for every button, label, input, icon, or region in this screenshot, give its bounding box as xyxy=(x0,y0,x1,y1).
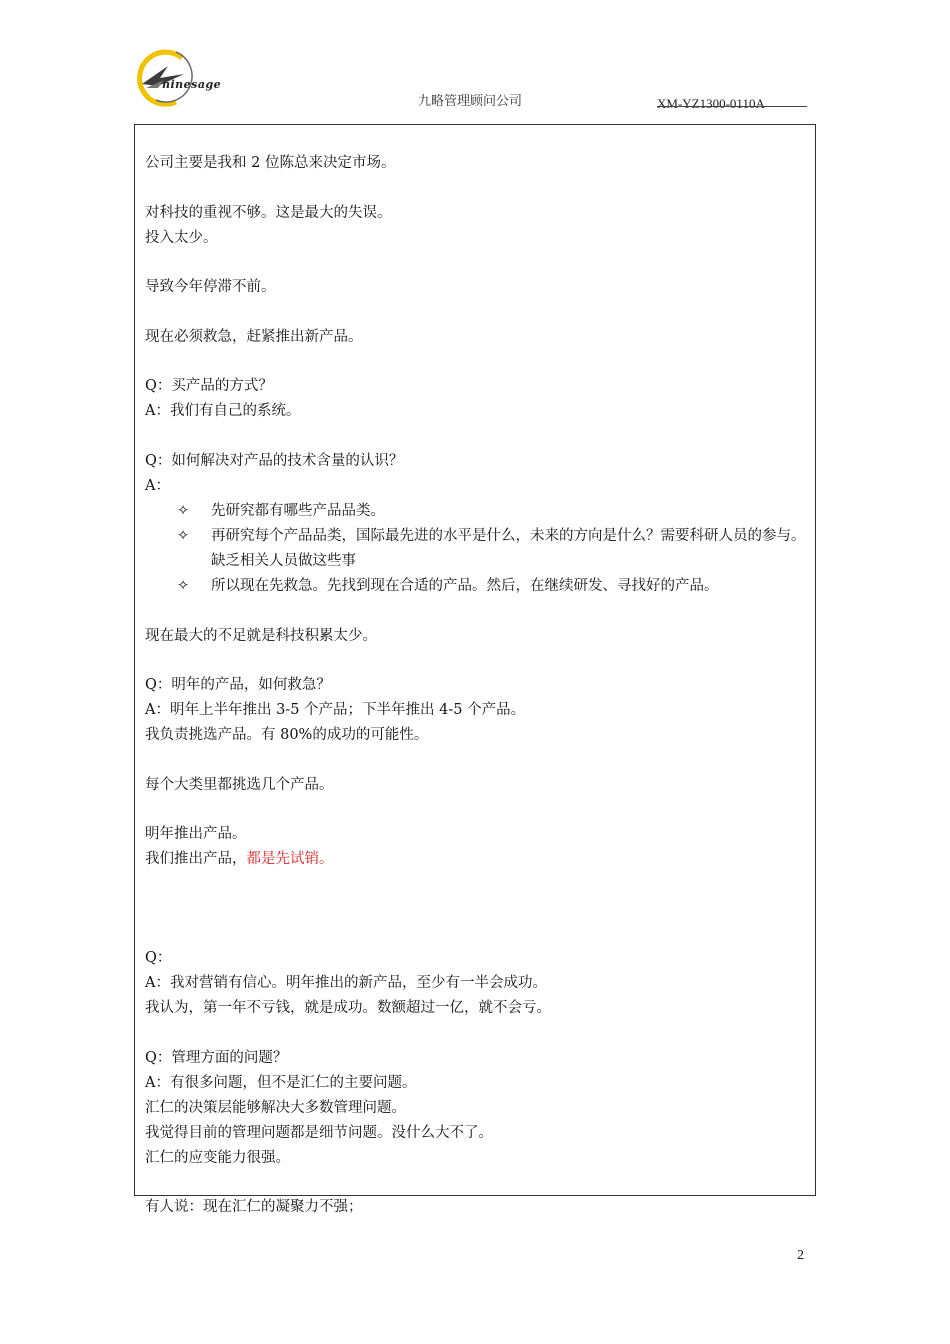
text-line: 现在必须救急，赶紧推出新产品。 xyxy=(145,328,363,345)
question-line: Q：如何解决对产品的技术含量的认识？ xyxy=(145,452,404,469)
ninesage-logo xyxy=(128,44,228,108)
text-line: 现在最大的不足就是科技积累太少。 xyxy=(145,627,377,644)
diamond-bullet-icon: ✧ xyxy=(177,577,190,594)
document-number: XM-YZ1300-0110A xyxy=(657,96,765,111)
text-line: 明年推出产品。 xyxy=(145,826,247,843)
text-line: 我认为，第一年不亏钱，就是成功。数额超过一亿，就不会亏。 xyxy=(145,1000,551,1017)
text-line: 投入太少。 xyxy=(145,229,218,246)
header-rule xyxy=(657,106,807,107)
text-plain: 我们推出产品， xyxy=(145,851,247,868)
text-line: 对科技的重视不够。这是最大的失误。 xyxy=(145,204,392,221)
content-box xyxy=(134,124,816,1216)
answer-line: A：有很多问题，但不是汇仁的主要问题。 xyxy=(145,1074,417,1091)
text-line: 汇仁的应变能力很强。 xyxy=(145,1149,290,1166)
answer-line: A： xyxy=(145,477,170,494)
text-line: 每个大类里都挑选几个产品。 xyxy=(145,776,334,793)
text-line: 导致今年停滞不前。 xyxy=(145,279,276,296)
text-line: 有人说：现在汇仁的凝聚力不强； xyxy=(145,1199,363,1216)
answer-line: A：我们有自己的系统。 xyxy=(145,403,301,420)
text-line xyxy=(145,847,809,872)
diamond-bullet-icon: ✧ xyxy=(177,527,190,544)
bullet-text: 再研究每个产品品类，国际最先进的水平是什么，未来的方向是什么？需要科研人员的参与。缺乏相关人员做这些事 xyxy=(211,527,806,569)
bullet-item xyxy=(145,524,809,574)
answer-line: A：我对营销有信心。明年推出的新产品，至少有一半会成功。 xyxy=(145,975,547,992)
text-line: 我觉得目前的管理问题都是细节问题。没什么大不了。 xyxy=(145,1124,493,1141)
bullet-text: 所以现在先救急。先找到现在合适的产品。然后，在继续研发、寻找好的产品。 xyxy=(211,577,719,594)
text-line: 公司主要是我和 2 位陈总来决定市场。 xyxy=(145,155,396,171)
diamond-bullet-icon: ✧ xyxy=(177,502,190,519)
highlighted-text: 都是先试销。 xyxy=(246,851,334,868)
company-name: 九略管理顾问公司 xyxy=(418,94,523,109)
answer-line: A：明年上半年推出 3-5 个产品；下半年推出 4-5 个产品。 xyxy=(145,702,526,719)
logo-wordmark: ninesage xyxy=(162,78,222,91)
question-line: Q：明年的产品，如何救急？ xyxy=(145,677,331,694)
question-line: Q：买产品的方式？ xyxy=(145,378,273,395)
question-line: Q：管理方面的问题？ xyxy=(145,1049,288,1066)
text-line: 我负责挑选产品。有 80%的成功的可能性。 xyxy=(145,727,429,744)
bullet-item xyxy=(145,499,809,524)
bullet-text: 先研究都有哪些产品品类。 xyxy=(211,502,385,519)
question-line: Q： xyxy=(145,950,172,967)
interview-notes xyxy=(145,151,809,1220)
bullet-item xyxy=(145,574,809,599)
text-line: 汇仁的决策层能够解决大多数管理问题。 xyxy=(145,1099,406,1116)
page-number: 2 xyxy=(797,1248,804,1263)
